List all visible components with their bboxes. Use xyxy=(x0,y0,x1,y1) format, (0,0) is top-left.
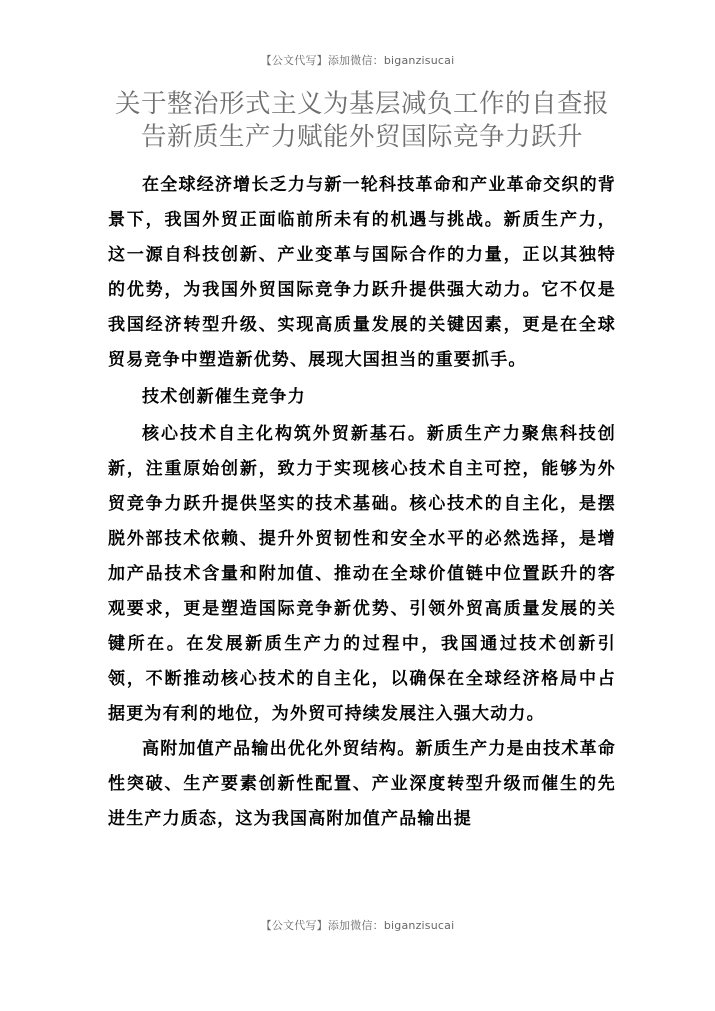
document-body xyxy=(108,168,616,837)
watermark-footer: 【公文代写】添加微信：biganzisucai xyxy=(260,919,455,932)
watermark-header: 【公文代写】添加微信：biganzisucai xyxy=(260,54,455,67)
section-heading: 技术创新催生竞争力 xyxy=(142,387,306,407)
document-title: 关于整治形式主义为基层减负工作的自查报告新质生产力赋能外贸国际竞争力跃升 xyxy=(114,89,609,152)
paragraph-core-tech: 核心技术自主化构筑外贸新基石。新质生产力聚焦科技创新，注重原始创新，致力于实现核心技术自主可控，能够为外贸竞争力跃升提供坚实的技术基础。核心技术的自主化，是摆脱外部技术依赖、提升外贸韧性和安全水平的必然选择，是增加产品技术含量和附加值、推动在全球价值链中位置跃升的客观要求，更是塑造国际竞争新优势、引领外贸高质量发展的关键所在。在发展新质生产力的过程中，我国通过技术创新引领，不断推动核心技术的自主化，以确保在全球经济格局中占据更为有利的地位，为外贸可持续发展注入强大动力。 xyxy=(108,424,616,724)
paragraph-intro: 在全球经济增长乏力与新一轮科技革命和产业革命交织的背景下，我国外贸正面临前所未有的机遇与挑战。新质生产力，这一源自科技创新、产业变革与国际合作的力量，正以其独特的优势，为我国外贸国际竞争力跃升提供强大动力。它不仅是我国经济转型升级、实现高质量发展的关键因素，更是在全球贸易竞争中塑造新优势、展现大国担当的重要抓手。 xyxy=(108,175,616,370)
paragraph-high-value: 高附加值产品输出优化外贸结构。新质生产力是由技术革命性突破、生产要素创新性配置、产业深度转型升级而催生的先进生产力质态，这为我国高附加值产品输出提 xyxy=(108,739,616,829)
